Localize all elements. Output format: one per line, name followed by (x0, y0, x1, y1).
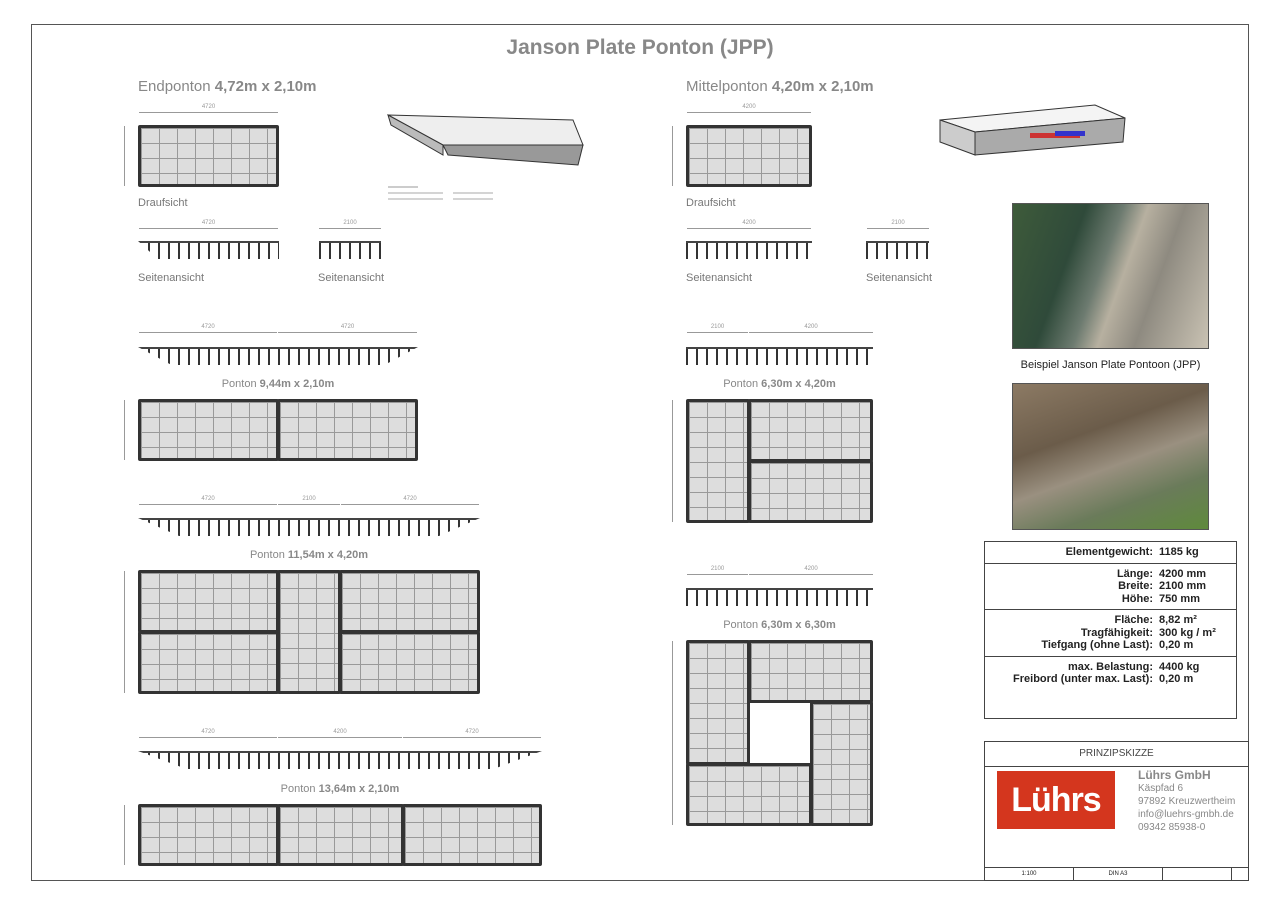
mittelponton-heading: Mittelponton 4,20m x 2,10m (686, 78, 874, 95)
company-address: Lührs GmbH Käspfad 6 97892 Kreuzwertheim info@luehrs-gmbh.de 09342 85938-0 (1138, 768, 1236, 833)
dim-line-vertical (124, 126, 125, 186)
specs-table (984, 541, 1237, 719)
endponton-side-view (138, 241, 279, 259)
dim-line: 2100 (687, 332, 748, 333)
ponton-944-plate-2 (277, 399, 418, 461)
page-title: Janson Plate Ponton (JPP) (506, 36, 774, 59)
company-logo: Lührs (997, 771, 1115, 829)
spec-row: Tragfähigkeit: 300 kg / m² (1080, 626, 1216, 639)
dim-line-vertical (672, 641, 673, 825)
ponton-630x420-side-view (686, 347, 873, 365)
ponton-1154-plate-2 (138, 631, 279, 694)
ponton-630x630-title: Ponton 6,30m x 6,30m (723, 619, 836, 631)
caption-top-view: Draufsicht (686, 197, 736, 209)
dim-line: 4200 (687, 228, 811, 229)
empty-cell (1163, 868, 1232, 880)
dim-line: 4200 (687, 112, 811, 113)
dim-line: 4720 (341, 504, 479, 505)
dim-line: 4200 (749, 332, 873, 333)
spec-row: Tiefgang (ohne Last): 0,20 m (1041, 639, 1194, 651)
ponton-630x630-side-view (686, 588, 873, 606)
title-block-footer (985, 867, 1248, 880)
title-block-heading: PRINZIPSKIZZE (985, 742, 1248, 767)
title-block (984, 741, 1249, 881)
mittelponton-3d-sketch (935, 100, 1130, 165)
caption-side-view: Seitenansicht (686, 272, 753, 284)
mittelponton-end-view (866, 241, 929, 259)
format-cell: DIN A3 (1074, 868, 1163, 880)
endponton-end-view (319, 241, 381, 259)
photo-caption: Beispiel Janson Plate Pontoon (JPP) (1020, 359, 1201, 371)
mittelponton-top-view (686, 125, 812, 187)
spec-row: Höhe: 750 mm (1121, 592, 1200, 605)
dim-line: 4200 (278, 737, 402, 738)
ponton-630x630-plate-4 (686, 763, 812, 826)
dim-line-vertical (672, 400, 673, 522)
ponton-630x630-plate-3 (810, 701, 873, 826)
empty-cell (1232, 868, 1248, 880)
caption-side-view-2: Seitenansicht (318, 272, 385, 284)
specs-group (985, 564, 1236, 611)
dim-line-vertical (124, 571, 125, 693)
spec-row: Freibord (unter max. Last): 0,20 m (1013, 673, 1194, 685)
spec-row: Breite: 2100 mm (1118, 580, 1207, 592)
dim-line: 2100 (278, 504, 340, 505)
spec-row: Länge: 4200 mm (1116, 567, 1207, 580)
ponton-630x420-plate-2 (748, 399, 873, 462)
mittelponton-side-view (686, 241, 812, 259)
ponton-1364-plate-1 (138, 804, 279, 866)
spec-row: max. Belastung: 4400 kg (1068, 660, 1200, 673)
spec-row: Fläche: 8,82 m² (1114, 614, 1197, 626)
ponton-1364-plate-2 (277, 804, 404, 866)
ponton-1154-plate-3 (277, 570, 341, 694)
specs-group (985, 610, 1236, 657)
ponton-944-title: Ponton 9,44m x 2,10m (221, 378, 335, 390)
caption-side-view: Seitenansicht (138, 272, 205, 284)
example-photo-2 (1012, 383, 1209, 530)
dim-line: 2100 (319, 228, 381, 229)
dim-line: 4720 (278, 332, 417, 333)
ponton-630x630-plate-2 (748, 640, 873, 703)
dim-line-vertical (124, 805, 125, 865)
caption-top-view: Draufsicht (138, 197, 188, 209)
dim-line: 4720 (139, 112, 278, 113)
dim-line: 4720 (139, 228, 278, 229)
dim-line: 4720 (139, 504, 277, 505)
ponton-1364-plate-3 (402, 804, 542, 866)
ponton-630x630-plate-1 (686, 640, 750, 765)
ponton-630x420-title: Ponton 6,30m x 4,20m (723, 378, 836, 390)
dim-line: 4200 (749, 574, 873, 575)
dim-line: 4720 (139, 332, 277, 333)
dim-line-vertical (672, 126, 673, 186)
spec-row: Elementgewicht: 1185 kg (1065, 546, 1199, 558)
ponton-1154-plate-1 (138, 570, 279, 633)
dim-line: 4720 (139, 737, 277, 738)
ponton-1154-side-view (138, 518, 480, 536)
caption-side-view-2: Seitenansicht (866, 272, 933, 284)
ponton-1154-plate-4 (339, 570, 480, 633)
endponton-top-view (138, 125, 279, 187)
scale-cell: 1:100 (985, 868, 1074, 880)
dim-line: 4720 (403, 737, 541, 738)
ponton-1364-side-view (138, 751, 542, 769)
ponton-1154-title: Ponton 11,54m x 4,20m (249, 549, 369, 561)
dim-line-vertical (124, 400, 125, 460)
specs-group (985, 542, 1236, 564)
endponton-3d-sketch (383, 95, 588, 210)
dim-line: 2100 (687, 574, 748, 575)
ponton-944-side-view (138, 347, 418, 365)
ponton-1154-plate-5 (339, 631, 480, 694)
endponton-heading: Endponton 4,72m x 2,10m (138, 78, 317, 95)
example-photo-1 (1012, 203, 1209, 349)
specs-group (985, 657, 1236, 690)
dim-line: 2100 (867, 228, 929, 229)
ponton-630x420-plate-1 (686, 399, 750, 523)
ponton-630x420-plate-3 (748, 460, 873, 523)
ponton-1364-title: Ponton 13,64m x 2,10m (280, 783, 400, 795)
ponton-944-plate-1 (138, 399, 279, 461)
